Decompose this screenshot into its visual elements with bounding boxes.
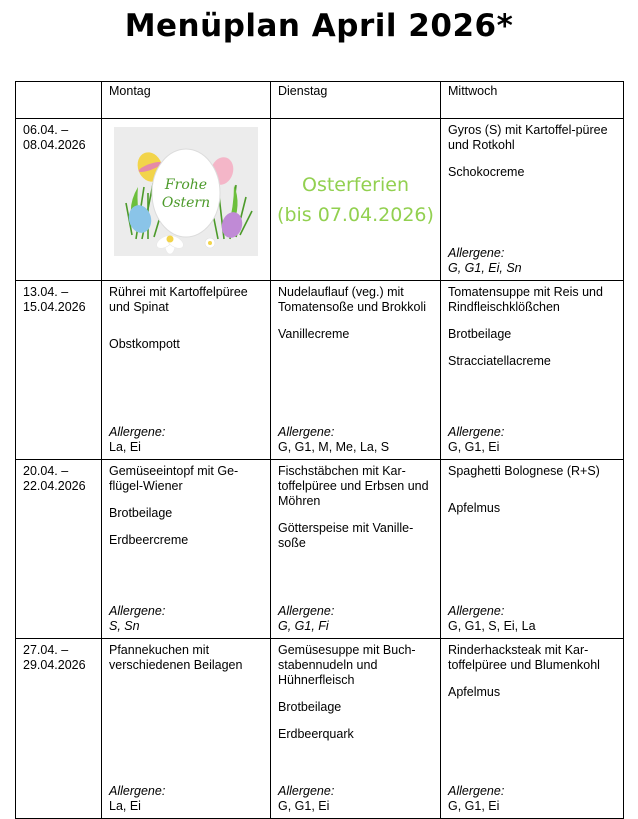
date-from: 27.04. – xyxy=(23,643,69,657)
header-cell-dienstag: Dienstag xyxy=(271,82,441,119)
dish-main: Gyros (S) mit Kartoffel-püree und Rotkohl xyxy=(448,123,608,152)
allergen-values: La, Ei xyxy=(109,440,141,454)
date-to: 22.04.2026 xyxy=(23,479,86,493)
allergen-label: Allergene: xyxy=(109,784,166,798)
allergen-values: S, Sn xyxy=(109,619,140,633)
dish-dessert: Schokocreme xyxy=(448,165,525,179)
date-to: 15.04.2026 xyxy=(23,300,86,314)
dish-side: Brotbeilage xyxy=(109,506,173,520)
date-cell xyxy=(16,639,102,819)
dish-dessert: Apfelmus xyxy=(448,685,501,699)
holiday-title: Osterferien xyxy=(301,173,409,196)
allergens xyxy=(109,425,264,455)
table-row xyxy=(16,119,624,281)
date-cell xyxy=(16,281,102,460)
allergens xyxy=(278,425,434,455)
date-from: 13.04. – xyxy=(23,285,69,299)
table-header-row xyxy=(16,82,624,119)
allergen-values: G, G1, Ei xyxy=(448,799,500,813)
date-to: 29.04.2026 xyxy=(23,658,86,672)
table-row xyxy=(16,460,624,639)
allergen-values: La, Ei xyxy=(109,799,141,813)
dish-side: Brotbeilage xyxy=(278,700,342,714)
montag-cell xyxy=(102,460,271,639)
allergen-label: Allergene: xyxy=(278,425,335,439)
holiday-period: (bis 07.04.2026) xyxy=(277,203,434,226)
holiday-notice xyxy=(271,119,440,280)
allergen-label: Allergene: xyxy=(109,604,166,618)
menu-table xyxy=(15,81,624,819)
allergens xyxy=(448,425,617,455)
allergens xyxy=(278,784,434,814)
dish-main: Tomatensuppe mit Reis und Rindfleischklößchen xyxy=(448,285,603,314)
dish-main: Nudelauflauf (veg.) mit Tomatensoße und Brokkoli xyxy=(278,285,426,314)
mittwoch-cell xyxy=(441,119,624,281)
dish-main: Gemüseeintopf mit Ge-flügel-Wiener xyxy=(109,464,239,493)
header-cell-montag: Montag xyxy=(102,82,271,119)
dish-main: Fischstäbchen mit Kar-toffelpüree und Erbsen und Möhren xyxy=(278,464,429,508)
dish-dessert: Götterspeise mit Vanille-soße xyxy=(278,521,414,550)
allergens xyxy=(278,604,434,634)
allergen-values: G, G1, Ei, Sn xyxy=(448,261,522,275)
allergen-label: Allergene: xyxy=(448,604,505,618)
allergen-label: Allergene: xyxy=(448,425,505,439)
allergen-values: G, G1, Ei xyxy=(448,440,500,454)
allergen-values: G, G1, Fi xyxy=(278,619,329,633)
dish-dessert: Obstkompott xyxy=(109,337,180,351)
date-from: 06.04. – xyxy=(23,123,69,137)
dish-dessert: Vanillecreme xyxy=(278,327,350,341)
montag-cell xyxy=(102,639,271,819)
svg-text:Frohe: Frohe xyxy=(164,177,208,193)
mittwoch-cell xyxy=(441,281,624,460)
allergen-label: Allergene: xyxy=(278,604,335,618)
dish-main: Rinderhacksteak mit Kar-toffelpüree und Blumenkohl xyxy=(448,643,600,672)
header-cell-mittwoch: Mittwoch xyxy=(441,82,624,119)
dish-dessert: Apfelmus xyxy=(448,501,501,515)
allergen-label: Allergene: xyxy=(278,784,335,798)
allergens xyxy=(448,246,617,276)
dish-main: Pfannekuchen mit verschiedenen Beilagen xyxy=(109,643,243,672)
allergens xyxy=(109,604,264,634)
table-row xyxy=(16,281,624,460)
svg-text:Ostern: Ostern xyxy=(161,195,211,211)
montag-cell xyxy=(102,119,271,281)
dienstag-cell xyxy=(271,119,441,281)
allergen-values: G, G1, M, Me, La, S xyxy=(278,440,390,454)
header-cell-empty xyxy=(16,82,102,119)
allergens xyxy=(448,604,617,634)
allergens xyxy=(448,784,617,814)
allergen-label: Allergene: xyxy=(109,425,166,439)
allergens xyxy=(109,784,264,814)
easter-eggs-image xyxy=(114,127,258,256)
dish-main: Spaghetti Bolognese (R+S) xyxy=(448,464,600,478)
allergen-label: Allergene: xyxy=(448,784,505,798)
dish-dessert: Erdbeercreme xyxy=(109,533,189,547)
mittwoch-cell xyxy=(441,639,624,819)
allergen-label: Allergene: xyxy=(448,246,505,260)
table-row xyxy=(16,639,624,819)
dienstag-cell xyxy=(271,281,441,460)
date-cell xyxy=(16,460,102,639)
date-cell xyxy=(16,119,102,281)
montag-cell xyxy=(102,281,271,460)
dienstag-cell xyxy=(271,639,441,819)
allergen-values: G, G1, S, Ei, La xyxy=(448,619,536,633)
dish-main: Rührei mit Kartoffelpüree und Spinat xyxy=(109,285,248,314)
mittwoch-cell xyxy=(441,460,624,639)
dish-dessert: Stracciatellacreme xyxy=(448,354,551,368)
allergen-values: G, G1, Ei xyxy=(278,799,330,813)
dish-dessert: Erdbeerquark xyxy=(278,727,354,741)
dish-side: Brotbeilage xyxy=(448,327,512,341)
dienstag-cell xyxy=(271,460,441,639)
date-to: 08.04.2026 xyxy=(23,138,86,152)
page-title: Menüplan April 2026* xyxy=(124,8,514,44)
dish-main: Gemüsesuppe mit Buch-stabennudeln und Hühnerfleisch xyxy=(278,643,416,687)
date-from: 20.04. – xyxy=(23,464,69,478)
